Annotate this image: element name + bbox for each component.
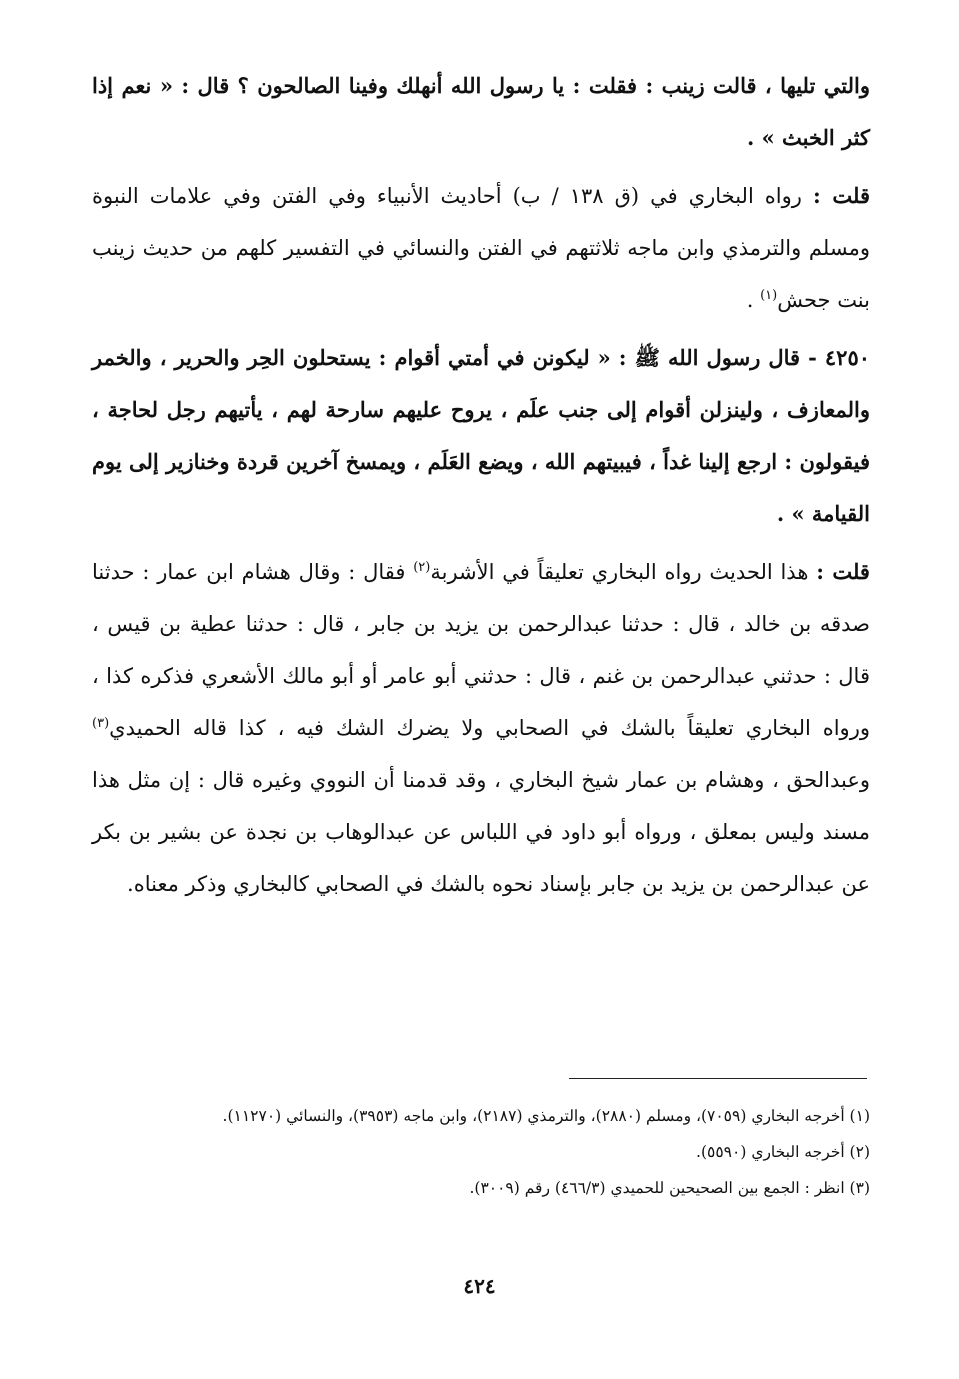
- hadith-text: قال رسول الله ﷺ : « ليكونن في أمتي أقوام : يستحلون الحِر والحرير ، والخمر والمعازف ، ولينزلن أقوام إلى جنب علَم ، يروح عليهم سارحة لهم ، يأتيهم رجل لحاجة ، فيقولون : ارجع إلينا غداً ، فيبيتهم الله ، ويضع العَلَم ، ويمسخ آخرين قردة وخنازير إلى يوم القيامة » .: [92, 345, 870, 526]
- lead-word: قلت :: [816, 559, 870, 584]
- commentary-text-b: فقال : وقال هشام ابن عمار : حدثنا صدقه بن خالد ، قال : حدثنا عبدالرحمن بن يزيد بن جابر ، قال : حدثنا عطية بن قيس ، قال : حدثني عبدالرحمن بن غنم ، قال : حدثني أبو عامر أو أبو مالك الأشعري فذكره كذا ، ورواه البخاري تعليقاً بالشك في الصحابي ولا يضرك الشك فيه ، كذا قاله الحميدي: [92, 560, 870, 740]
- paragraph-hadith-4250: [92, 332, 870, 540]
- footnote-divider: [569, 1078, 867, 1079]
- main-text: [92, 60, 870, 910]
- footnote-2: (٢) أخرجه البخاري (٥٥٩٠).: [696, 1143, 870, 1161]
- footnotes: [92, 1098, 870, 1206]
- paragraph-commentary-2: [92, 546, 870, 910]
- footnote-ref-2[interactable]: (٢): [413, 560, 431, 575]
- page-number: ٤٢٤: [463, 1274, 496, 1298]
- footnote-3: (٣) انظر : الجمع بين الصحيحين للحميدي (٤٦٦/٣) رقم (٣٠٠٩).: [469, 1179, 870, 1197]
- lead-word: قلت :: [812, 183, 870, 208]
- footnote-ref-3[interactable]: (٣): [92, 716, 110, 731]
- sentence-end: .: [746, 288, 754, 312]
- footnote-1: (١) أخرجه البخاري (٧٠٥٩)، ومسلم (٢٨٨٠)، والترمذي (٢١٨٧)، وابن ماجه (٣٩٥٣)، والنسائي (١١٢٧٠).: [222, 1107, 870, 1125]
- commentary-text: رواه البخاري في (ق ١٣٨ / ب) أحاديث الأنبياء وفي الفتن وفي علامات النبوة ومسلم والترمذي وابن ماجه ثلاثتهم في الفتن والنسائي في التفسير كلهم من حديث زينب بنت جحش: [92, 184, 870, 312]
- commentary-text-c: وعبدالحق ، وهشام بن عمار شيخ البخاري ، وقد قدمنا أن النووي وغيره قال : إن مثل هذا مسند وليس بمعلق ، ورواه أبو داود في اللباس عن عبدالوهاب بن نجدة عن بشير بن بكر عن عبدالرحمن بن يزيد بن جابر بإسناد نحوه بالشك في الصحابي كالبخاري وذكر معناه.: [92, 768, 870, 896]
- footnote-ref-1[interactable]: (١): [760, 288, 778, 303]
- hadith-number: ٤٢٥٠ -: [808, 345, 871, 370]
- commentary-text-a: هذا الحديث رواه البخاري تعليقاً في الأشربة: [430, 560, 809, 584]
- paragraph-commentary-1: [92, 170, 870, 326]
- paragraph-hadith-end: والتي تليها ، قالت زينب : فقلت : يا رسول الله أنهلك وفينا الصالحون ؟ قال : « نعم إذا كثر الخبث » .: [92, 73, 870, 150]
